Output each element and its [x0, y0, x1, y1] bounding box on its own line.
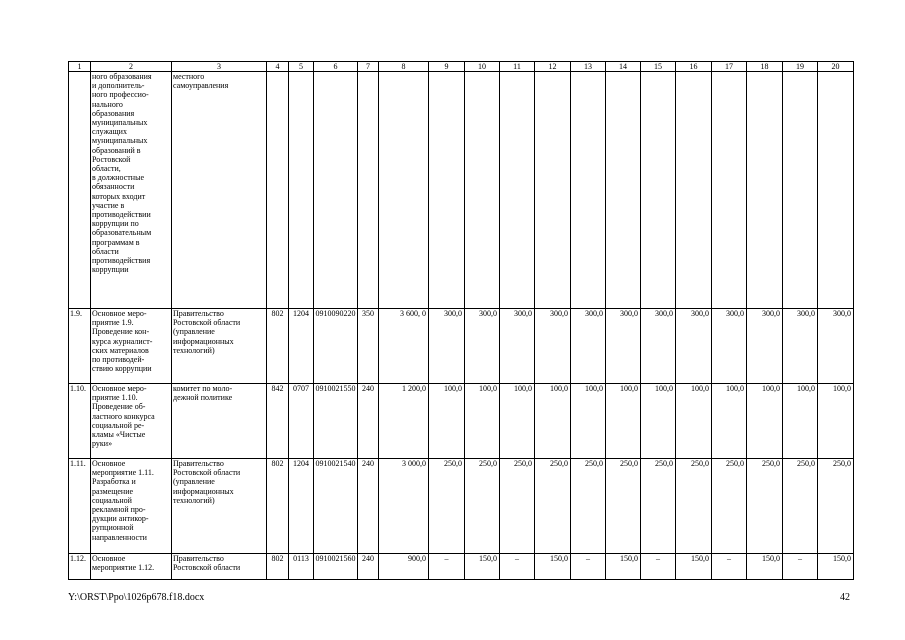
- amount-cell: 100,0: [818, 384, 854, 459]
- amount-cell: –: [571, 554, 606, 580]
- page-number: 42: [840, 592, 850, 603]
- code-cell: 802: [267, 459, 289, 554]
- row-number: 1.11.: [69, 459, 91, 554]
- code-cell: 0910090220: [314, 309, 358, 384]
- amount-cell: 150,0: [818, 554, 854, 580]
- amount-cell: 300,0: [500, 309, 535, 384]
- code-cell: 240: [358, 459, 379, 554]
- code-cell: 0910021560: [314, 554, 358, 580]
- amount-cell: 300,0: [571, 309, 606, 384]
- amount-cell: [747, 72, 783, 309]
- amount-cell: 150,0: [606, 554, 641, 580]
- amount-cell: [500, 72, 535, 309]
- amount-cell: 300,0: [818, 309, 854, 384]
- row-number: 1.12.: [69, 554, 91, 580]
- header-cell: 1: [69, 62, 91, 72]
- amount-cell: 1 200,0: [379, 384, 429, 459]
- amount-cell: [818, 72, 854, 309]
- amount-cell: 300,0: [535, 309, 571, 384]
- amount-cell: 300,0: [676, 309, 712, 384]
- amount-cell: 150,0: [535, 554, 571, 580]
- header-cell: 13: [571, 62, 606, 72]
- amount-cell: 100,0: [676, 384, 712, 459]
- executor-cell: Правительство Ростовской области: [172, 554, 267, 580]
- amount-cell: 250,0: [747, 459, 783, 554]
- table-row: [69, 459, 854, 554]
- amount-cell: 250,0: [535, 459, 571, 554]
- header-cell: 3: [172, 62, 267, 72]
- activity-cell: Основное меро- приятие 1.9. Проведение кон- курса журналист- ских материалов по противодей- ствию коррупции: [91, 309, 172, 384]
- table-row: [69, 309, 854, 384]
- amount-cell: 250,0: [818, 459, 854, 554]
- amount-cell: 100,0: [571, 384, 606, 459]
- header-row: [69, 62, 854, 72]
- code-cell: 0910021540: [314, 459, 358, 554]
- amount-cell: 100,0: [500, 384, 535, 459]
- amount-cell: [641, 72, 676, 309]
- code-cell: [289, 72, 314, 309]
- header-cell: 8: [379, 62, 429, 72]
- code-cell: 0910021550: [314, 384, 358, 459]
- amount-cell: 250,0: [429, 459, 465, 554]
- amount-cell: –: [429, 554, 465, 580]
- header-cell: 10: [465, 62, 500, 72]
- header-cell: 18: [747, 62, 783, 72]
- header-cell: 19: [783, 62, 818, 72]
- amount-cell: 100,0: [606, 384, 641, 459]
- code-cell: 802: [267, 309, 289, 384]
- amount-cell: 250,0: [676, 459, 712, 554]
- code-cell: [358, 72, 379, 309]
- amount-cell: [783, 72, 818, 309]
- document-file-path: Y:\ORST\Ppo\1026p678.f18.docx: [68, 592, 205, 603]
- activity-cell: Основное меро- приятие 1.10. Проведение об- ластного конкурса социальной ре- кламы «Чистые руки»: [91, 384, 172, 459]
- row-number: 1.9.: [69, 309, 91, 384]
- amount-cell: 300,0: [783, 309, 818, 384]
- amount-cell: 300,0: [606, 309, 641, 384]
- executor-cell: Правительство Ростовской области (управление информационных технологий): [172, 459, 267, 554]
- amount-cell: 150,0: [465, 554, 500, 580]
- amount-cell: 250,0: [641, 459, 676, 554]
- executor-cell: местного самоуправления: [172, 72, 267, 309]
- amount-cell: –: [712, 554, 747, 580]
- amount-cell: 300,0: [429, 309, 465, 384]
- amount-cell: 250,0: [712, 459, 747, 554]
- amount-cell: 250,0: [783, 459, 818, 554]
- amount-cell: [676, 72, 712, 309]
- amount-cell: 150,0: [676, 554, 712, 580]
- amount-cell: 300,0: [747, 309, 783, 384]
- amount-cell: 100,0: [641, 384, 676, 459]
- amount-cell: 300,0: [641, 309, 676, 384]
- amount-cell: [712, 72, 747, 309]
- table-row: [69, 72, 854, 309]
- amount-cell: 300,0: [712, 309, 747, 384]
- amount-cell: 100,0: [747, 384, 783, 459]
- header-cell: 7: [358, 62, 379, 72]
- header-cell: 17: [712, 62, 747, 72]
- executor-cell: Правительство Ростовской области (управление информационных технологий): [172, 309, 267, 384]
- code-cell: [314, 72, 358, 309]
- table-row: [69, 554, 854, 580]
- amount-cell: –: [641, 554, 676, 580]
- amount-cell: 3 000,0: [379, 459, 429, 554]
- amount-cell: 250,0: [465, 459, 500, 554]
- executor-cell: комитет по моло- дежной политике: [172, 384, 267, 459]
- code-cell: 350: [358, 309, 379, 384]
- amount-cell: 100,0: [429, 384, 465, 459]
- amount-cell: 100,0: [465, 384, 500, 459]
- code-cell: 1204: [289, 459, 314, 554]
- amount-cell: 300,0: [465, 309, 500, 384]
- amount-cell: 100,0: [712, 384, 747, 459]
- header-cell: 2: [91, 62, 172, 72]
- header-cell: 11: [500, 62, 535, 72]
- header-cell: 4: [267, 62, 289, 72]
- code-cell: [267, 72, 289, 309]
- amount-cell: 250,0: [606, 459, 641, 554]
- amount-cell: 150,0: [747, 554, 783, 580]
- header-cell: 5: [289, 62, 314, 72]
- code-cell: 842: [267, 384, 289, 459]
- amount-cell: [379, 72, 429, 309]
- code-cell: 0113: [289, 554, 314, 580]
- row-number: [69, 72, 91, 309]
- activity-cell: Основное мероприятие 1.12.: [91, 554, 172, 580]
- header-cell: 16: [676, 62, 712, 72]
- amount-cell: [571, 72, 606, 309]
- amount-cell: 250,0: [500, 459, 535, 554]
- amount-cell: 100,0: [783, 384, 818, 459]
- activity-cell: Основное мероприятие 1.11. Разработка и размещение социальной рекламной про- дукции антикор- рупционной направленности: [91, 459, 172, 554]
- header-cell: 12: [535, 62, 571, 72]
- header-cell: 14: [606, 62, 641, 72]
- amount-cell: –: [500, 554, 535, 580]
- header-cell: 6: [314, 62, 358, 72]
- amount-cell: 250,0: [571, 459, 606, 554]
- code-cell: 0707: [289, 384, 314, 459]
- budget-table: [68, 61, 854, 580]
- amount-cell: [606, 72, 641, 309]
- amount-cell: 100,0: [535, 384, 571, 459]
- amount-cell: [465, 72, 500, 309]
- amount-cell: 3 600, 0: [379, 309, 429, 384]
- amount-cell: –: [783, 554, 818, 580]
- row-number: 1.10.: [69, 384, 91, 459]
- code-cell: 240: [358, 554, 379, 580]
- header-cell: 15: [641, 62, 676, 72]
- header-cell: 20: [818, 62, 854, 72]
- code-cell: 802: [267, 554, 289, 580]
- amount-cell: [535, 72, 571, 309]
- code-cell: 1204: [289, 309, 314, 384]
- amount-cell: [429, 72, 465, 309]
- activity-cell: ного образования и дополнитель- ного профессио- нального образования муниципальных служащих муниципальных образований в Ростовской области, в должностные обязанности которых входит участие в противодействии коррупции по образовательным программам в области противодействия коррупции: [91, 72, 172, 309]
- code-cell: 240: [358, 384, 379, 459]
- amount-cell: 900,0: [379, 554, 429, 580]
- header-cell: 9: [429, 62, 465, 72]
- table-row: [69, 384, 854, 459]
